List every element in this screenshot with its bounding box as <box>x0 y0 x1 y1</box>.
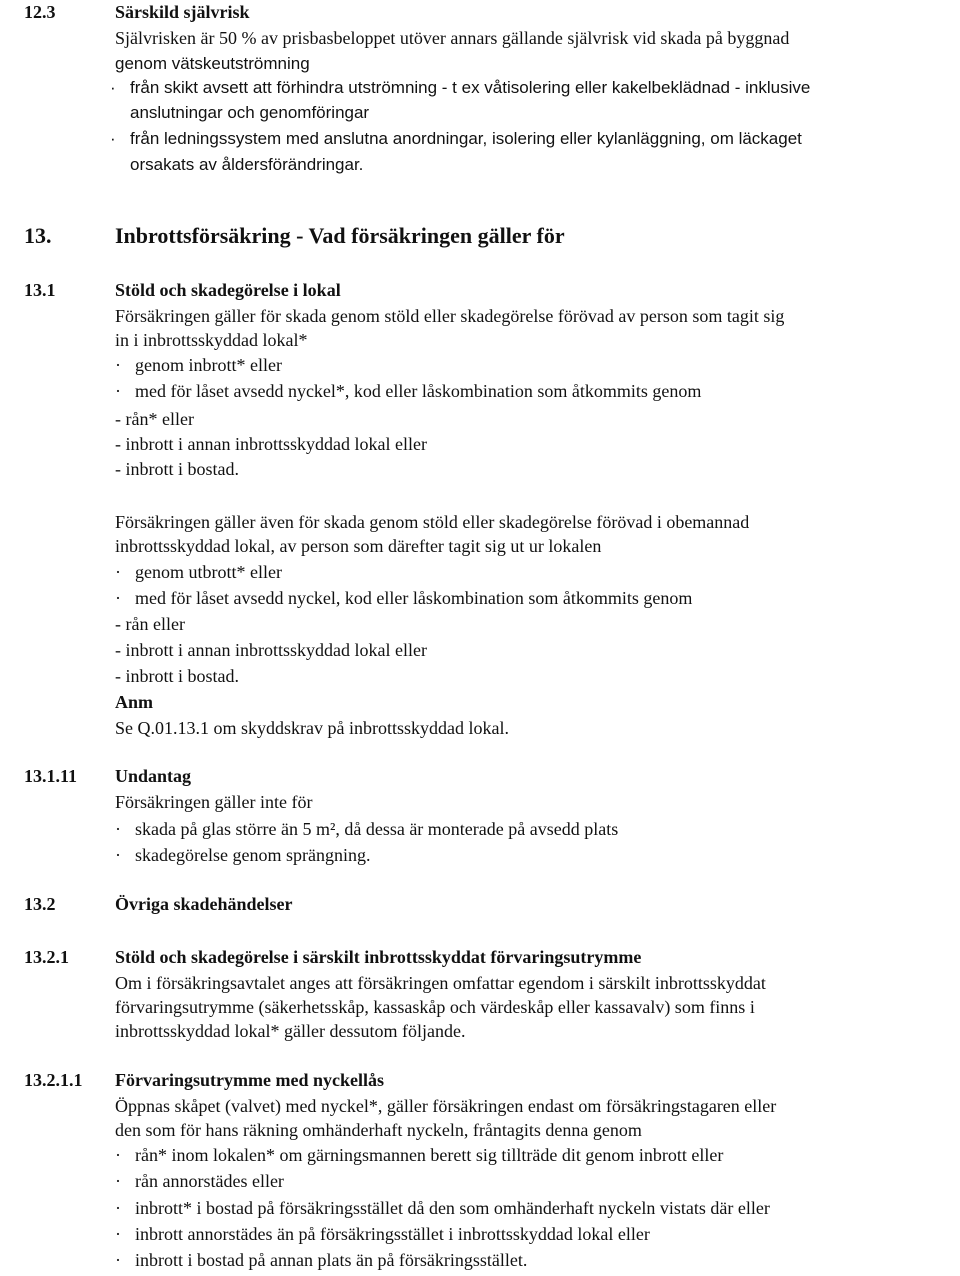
paragraph-line: Självrisken är 50 % av prisbasbeloppet utöver annars gällande självrisk vid skada på byggnad <box>115 28 790 48</box>
section-number: 13.2 <box>24 894 56 914</box>
bullet-text: genom inbrott* eller <box>135 355 282 375</box>
bullet-text: med för låset avsedd nyckel, kod eller låskombination som åtkommits genom <box>135 588 693 608</box>
bullet-text: skadegörelse genom sprängning. <box>135 845 371 865</box>
section-title: Stöld och skadegörelse i särskilt inbrottsskyddat förvaringsutrymme <box>115 947 642 967</box>
dash-item: - inbrott i annan inbrottsskyddad lokal eller <box>115 434 427 454</box>
note-label: Anm <box>115 692 154 712</box>
paragraph-line: inbrottsskyddad lokal, av person som därefter tagit sig ut ur lokalen <box>115 536 602 556</box>
bullet-item <box>115 1248 527 1273</box>
bullet-text: med för låset avsedd nyckel*, kod eller låskombination som åtkommits genom <box>135 381 702 401</box>
dash-item: - inbrott i bostad. <box>115 459 239 479</box>
section-title: Särskild självrisk <box>115 2 250 22</box>
section-title: Inbrottsförsäkring - Vad försäkringen gäller för <box>115 223 565 248</box>
bullet-item <box>115 1169 284 1194</box>
bullet-text: från skikt avsett att förhindra utströmning - t ex våtisolering eller kakelbeklädnad - inklusive <box>130 78 811 97</box>
bullet-item <box>115 379 701 404</box>
section-number: 13.1 <box>24 280 56 300</box>
section-number: 12.3 <box>24 2 56 22</box>
bullet-item <box>115 353 282 378</box>
paragraph-line: Öppnas skåpet (valvet) med nyckel*, gäller försäkringen endast om försäkringstagaren eller <box>115 1096 777 1116</box>
paragraph-line: den som för hans räkning omhänderhaft nyckeln, fråntagits denna genom <box>115 1120 642 1140</box>
paragraph-line: anslutningar och genomföringar <box>130 103 370 122</box>
dash-item: - rån* eller <box>115 409 194 429</box>
dash-item: - inbrott i bostad. <box>115 666 239 686</box>
bullet-text: från ledningssystem med anslutna anordningar, isolering eller kylanläggning, om läckaget <box>130 129 802 148</box>
dash-item: - rån eller <box>115 614 185 634</box>
bullet-text: genom utbrott* eller <box>135 562 282 582</box>
paragraph-line: förvaringsutrymme (säkerhetsskåp, kassaskåp och värdeskåp eller kassavalv) som finns i <box>115 997 755 1017</box>
paragraph-line: Försäkringen gäller även för skada genom stöld eller skadegörelse förövad i obemannad <box>115 512 750 532</box>
bullet-icon: · <box>115 562 121 582</box>
dash-item: - inbrott i annan inbrottsskyddad lokal eller <box>115 640 427 660</box>
bullet-item <box>115 817 618 842</box>
note-text: Se Q.01.13.1 om skyddskrav på inbrottsskyddad lokal. <box>115 718 509 738</box>
bullet-item <box>110 126 802 151</box>
bullet-icon: · <box>115 355 121 375</box>
bullet-text: rån* inom lokalen* om gärningsmannen berett sig tillträde dit genom inbrott eller <box>135 1145 724 1165</box>
section-number: 13. <box>24 223 52 248</box>
bullet-item <box>110 75 810 100</box>
paragraph-line: inbrottsskyddad lokal* gäller dessutom följande. <box>115 1021 466 1041</box>
bullet-item <box>115 843 370 868</box>
paragraph-line: orsakats av åldersförändringar. <box>130 155 364 174</box>
bullet-icon: · <box>110 78 116 97</box>
bullet-item <box>115 560 282 585</box>
bullet-item <box>115 1222 650 1247</box>
section-number: 13.2.1 <box>24 947 69 967</box>
bullet-icon: · <box>115 819 121 839</box>
section-number: 13.1.11 <box>24 766 78 786</box>
paragraph-line: genom vätskeutströmning <box>115 54 310 73</box>
bullet-icon: · <box>115 381 121 401</box>
bullet-text: inbrott* i bostad på försäkringsstället då den som omhänderhaft nyckeln vistats där eller <box>135 1198 770 1218</box>
bullet-text: rån annorstädes eller <box>135 1171 284 1191</box>
paragraph-line: Om i försäkringsavtalet anges att försäkringen omfattar egendom i särskilt inbrottsskyddat <box>115 973 766 993</box>
section-title: Förvaringsutrymme med nyckellås <box>115 1070 384 1090</box>
bullet-icon: · <box>115 1198 121 1218</box>
paragraph-line: Försäkringen gäller inte för <box>115 792 313 812</box>
paragraph-line: in i inbrottsskyddad lokal* <box>115 330 308 350</box>
section-title: Övriga skadehändelser <box>115 894 293 914</box>
bullet-icon: · <box>115 845 121 865</box>
bullet-text: inbrott i bostad på annan plats än på försäkringsstället. <box>135 1250 528 1270</box>
bullet-icon: · <box>110 129 116 148</box>
bullet-icon: · <box>115 588 121 608</box>
bullet-icon: · <box>115 1224 121 1244</box>
bullet-text: inbrott annorstädes än på försäkringsstället i inbrottsskyddad lokal eller <box>135 1224 650 1244</box>
bullet-icon: · <box>115 1171 121 1191</box>
bullet-icon: · <box>115 1145 121 1165</box>
bullet-text: skada på glas större än 5 m², då dessa är monterade på avsedd plats <box>135 819 619 839</box>
section-title: Stöld och skadegörelse i lokal <box>115 280 341 300</box>
bullet-item <box>115 1143 723 1168</box>
section-title: Undantag <box>115 766 192 786</box>
bullet-item <box>115 1196 770 1221</box>
bullet-icon: · <box>115 1250 121 1270</box>
section-number: 13.2.1.1 <box>24 1070 83 1090</box>
bullet-item <box>115 586 692 611</box>
paragraph-line: Försäkringen gäller för skada genom stöld eller skadegörelse förövad av person som tagit sig <box>115 306 785 326</box>
